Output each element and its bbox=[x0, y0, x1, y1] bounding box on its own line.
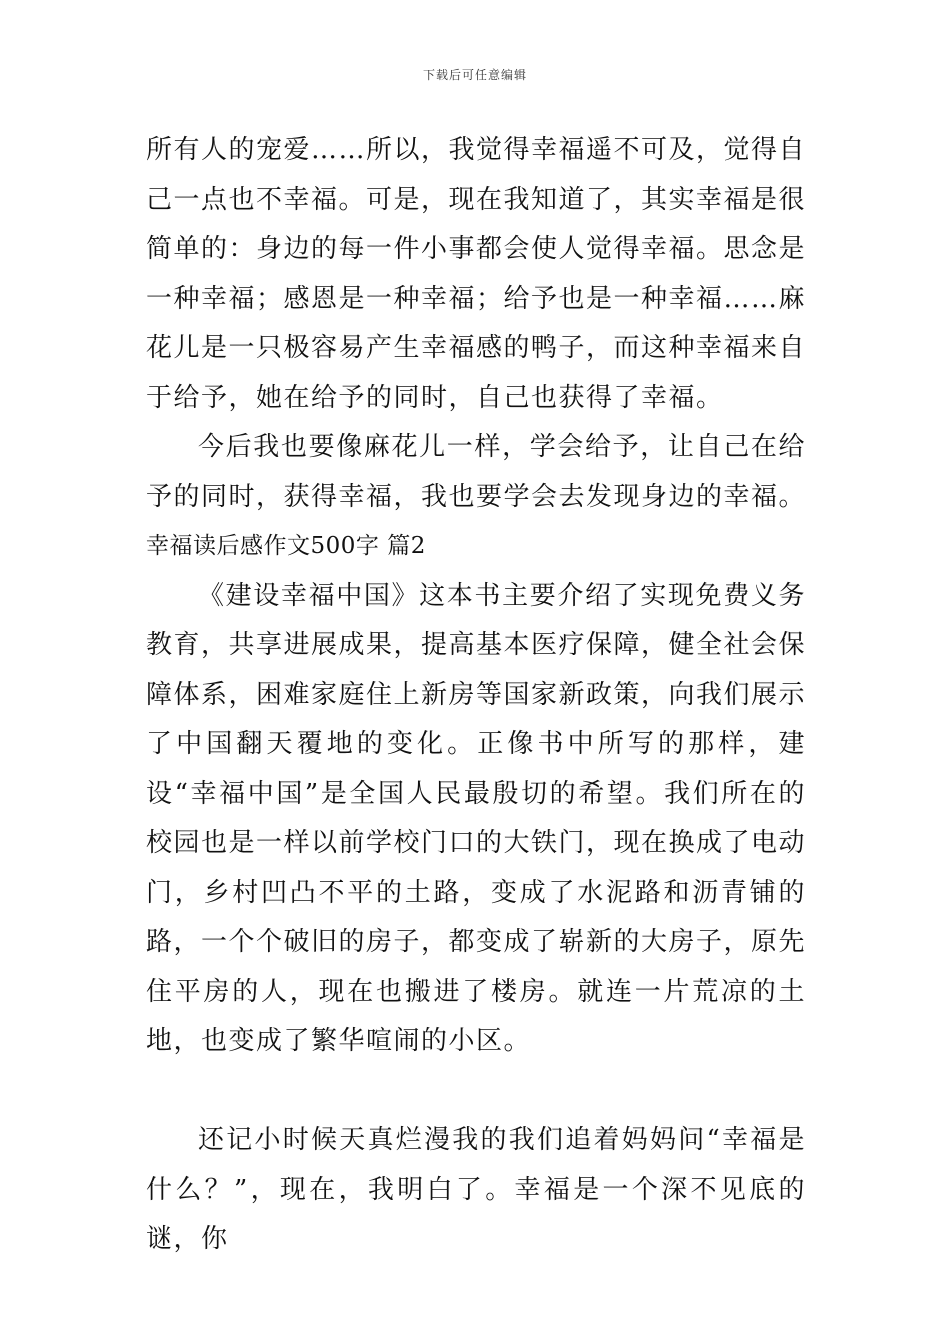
page-header: 下载后可任意编辑 bbox=[422, 68, 527, 82]
paragraph-gap bbox=[146, 1067, 806, 1117]
paragraph-4: 还记小时候天真烂漫我的我们追着妈妈问“幸福是什么？”，现在，我明白了。幸福是一个深不见底的谜，你 bbox=[146, 1125, 806, 1254]
paragraph-3: 《建设幸福中国》这本书主要介绍了实现免费义务教育，共享进展成果，提高基本医疗保障，健全社会保障体系，困难家庭住上新房等国家新政策，向我们展示了中国翻天覆地的变化。正像书中所写的那样，建设“幸福中国”是全国人民最殷切的希望。我们所在的校园也是一样以前学校门口的大铁门，现在换成了电动门，乡村凹凸不平的土路，变成了水泥路和沥青铺的路，一个个破旧的房子，都变成了崭新的大房子，原先住平房的人，现在也搬进了楼房。就连一片荒凉的土地，也变成了繁华喧闹的小区。 bbox=[146, 580, 807, 1056]
paragraph-1: 所有人的宠爱……所以，我觉得幸福遥不可及，觉得自己一点也不幸福。可是，现在我知道了，其实幸福是很简单的：身边的每一件小事都会使人觉得幸福。思念是一种幸福；感恩是一种幸福；给予也是一种幸福……麻花儿是一只极容易产生幸福感的鸭子，而这种幸福来自于给予，她在给予的同时，自己也获得了幸福。 bbox=[146, 135, 807, 413]
document-body bbox=[146, 126, 806, 1265]
section-heading: 幸福读后感作文500字 篇2 bbox=[146, 533, 426, 559]
paragraph-2: 今后我也要像麻花儿一样，学会给予，让自己在给予的同时，获得幸福，我也要学会去发现身边的幸福。 bbox=[146, 432, 807, 512]
